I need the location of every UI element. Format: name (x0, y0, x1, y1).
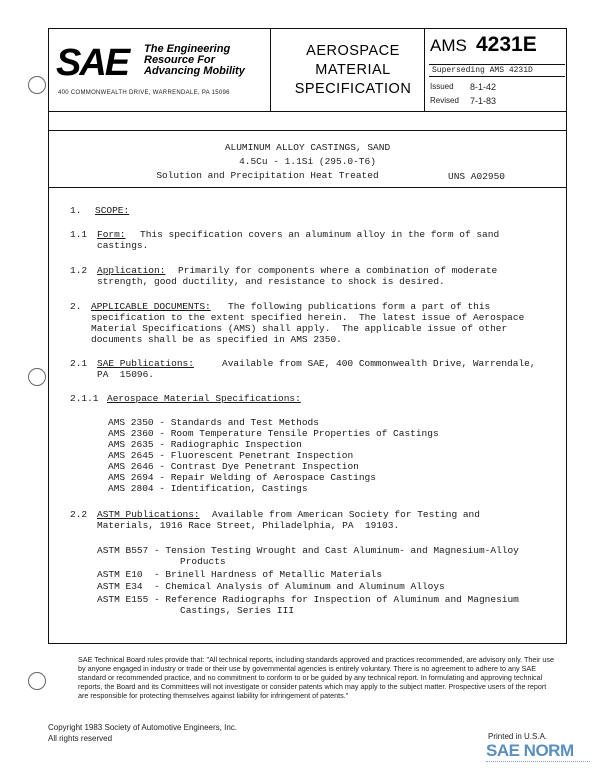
printed-in: Printed in U.S.A. (488, 732, 548, 741)
section-number: 2.2 (70, 509, 88, 520)
tagline-line: Advancing Mobility (144, 65, 245, 77)
punch-hole-top (28, 76, 46, 94)
section-heading: Aerospace Material Specifications: (107, 393, 301, 404)
technical-board-note: SAE Technical Board rules provide that: "All technical reports, including standards approved and practices recommended, are advisory only. Their use by anyone engaged in industry or trade or their use by governmental agencies is entirely voluntary. There is no agreement to adhere to any SAE standard or recommended practice, and no commitment to conform to or be guided by any technical report. In formulating and approving technical reports, the Board and its Committees will not investigate or consider patents which may apply to the subject matter. Prospective users of the report are responsible for protecting themselves against liability for infringement of patents." (78, 655, 554, 700)
body-text: PA 15096. (97, 369, 155, 380)
punch-hole-bottom (28, 672, 46, 690)
title-line: 4.5Cu - 1.1Si (295.0-T6) (239, 156, 376, 167)
section-heading: SAE Publications: (97, 358, 194, 369)
body-text: Available from American Society for Testing and (212, 509, 480, 520)
section-number: 1.2 (70, 265, 88, 276)
section-number: 1.1 (70, 229, 88, 240)
list-item: Products (180, 556, 226, 567)
body-text: Primarily for components where a combination of moderate (178, 265, 498, 276)
revised-date: 7-1-83 (470, 96, 497, 106)
list-item: AMS 2646 - Contrast Dye Penetrant Inspection (108, 461, 359, 472)
superseding-note: Superseding AMS 4231D (429, 64, 565, 77)
body-text: Available from SAE, 400 Commonwealth Drive, Warrendale, (222, 358, 536, 369)
body-text: documents shall be as specified in AMS 2350. (91, 334, 342, 345)
title-line: Solution and Precipitation Heat Treated (156, 170, 379, 181)
body-text: castings. (97, 240, 149, 251)
body-text: specification to the extent specified herein. The latest issue of Aerospace (91, 312, 525, 323)
list-item: AMS 2635 - Radiographic Inspection (108, 439, 302, 450)
body-text: Material Specifications (AMS) shall apply. The applicable issue of other (91, 323, 508, 334)
doc-type-line: SPECIFICATION (294, 81, 412, 97)
body-text: strength, good ductility, and resistance to shock is desired. (97, 276, 445, 287)
list-item: AMS 2645 - Fluorescent Penetrant Inspection (108, 450, 354, 461)
list-item: ASTM E10 - Brinell Hardness of Metallic Materials (97, 569, 383, 580)
sae-logo: SAE (56, 42, 129, 84)
tagline-line: The Engineering (144, 43, 231, 55)
section-heading: APPLICABLE DOCUMENTS: (91, 301, 211, 312)
section-heading: Application: (97, 265, 166, 276)
section-heading: SCOPE: (95, 205, 130, 216)
header-divider (270, 28, 271, 111)
list-item: AMS 2804 - Identification, Castings (108, 483, 308, 494)
body-text: The following publications form a part of this (228, 301, 491, 312)
copyright-line: Copyright 1983 Society of Automotive Engineers, Inc. (48, 723, 237, 732)
issued-label: Issued (430, 82, 454, 91)
doc-type-line: MATERIAL (315, 62, 391, 78)
sae-norm-watermark: SAE NORM (486, 741, 574, 760)
body-text: Materials, 1916 Race Street, Philadelphia, PA 19103. (97, 520, 400, 531)
list-item: ASTM B557 - Tension Testing Wrought and Cast Aluminum- and Magnesium-Alloy (97, 545, 519, 556)
document-type (278, 42, 428, 99)
sae-address: 400 COMMONWEALTH DRIVE, WARRENDALE, PA 15096 (58, 90, 230, 96)
rights-line: All rights reserved (48, 734, 113, 743)
revised-label: Revised (430, 96, 459, 105)
watermark-underline (486, 761, 590, 764)
section-number: 2. (70, 301, 82, 312)
section-number: 2.1 (70, 358, 88, 369)
section-number: 1. (70, 205, 82, 216)
list-item: Castings, Series III (180, 605, 295, 616)
document-header (48, 28, 567, 112)
list-item: AMS 2360 - Room Temperature Tensile Properties of Castings (108, 428, 439, 439)
body-text: This specification covers an aluminum alloy in the form of sand (140, 229, 500, 240)
punch-hole-middle (28, 368, 46, 386)
doc-type-line: AEROSPACE (306, 43, 400, 59)
title-line: ALUMINUM ALLOY CASTINGS, SAND (224, 142, 391, 153)
section-heading: Form: (97, 229, 126, 240)
list-item: AMS 2350 - Standards and Test Methods (108, 417, 319, 428)
ams-number: 4231E (476, 33, 537, 56)
section-number: 2.1.1 (70, 393, 99, 404)
specification-title (48, 130, 567, 188)
copyright (48, 722, 237, 744)
section-heading: ASTM Publications: (97, 509, 200, 520)
list-item: ASTM E34 - Chemical Analysis of Aluminum and Aluminum Alloys (97, 581, 445, 592)
tagline-line: Resource For (144, 54, 215, 66)
uns-number: UNS A02950 (448, 171, 506, 182)
list-item: ASTM E155 - Reference Radiographs for Inspection of Aluminum and Magnesium (97, 594, 519, 605)
ams-prefix: AMS (430, 36, 467, 55)
issued-date: 8-1-42 (470, 82, 497, 92)
list-item: AMS 2694 - Repair Welding of Aerospace Castings (108, 472, 376, 483)
